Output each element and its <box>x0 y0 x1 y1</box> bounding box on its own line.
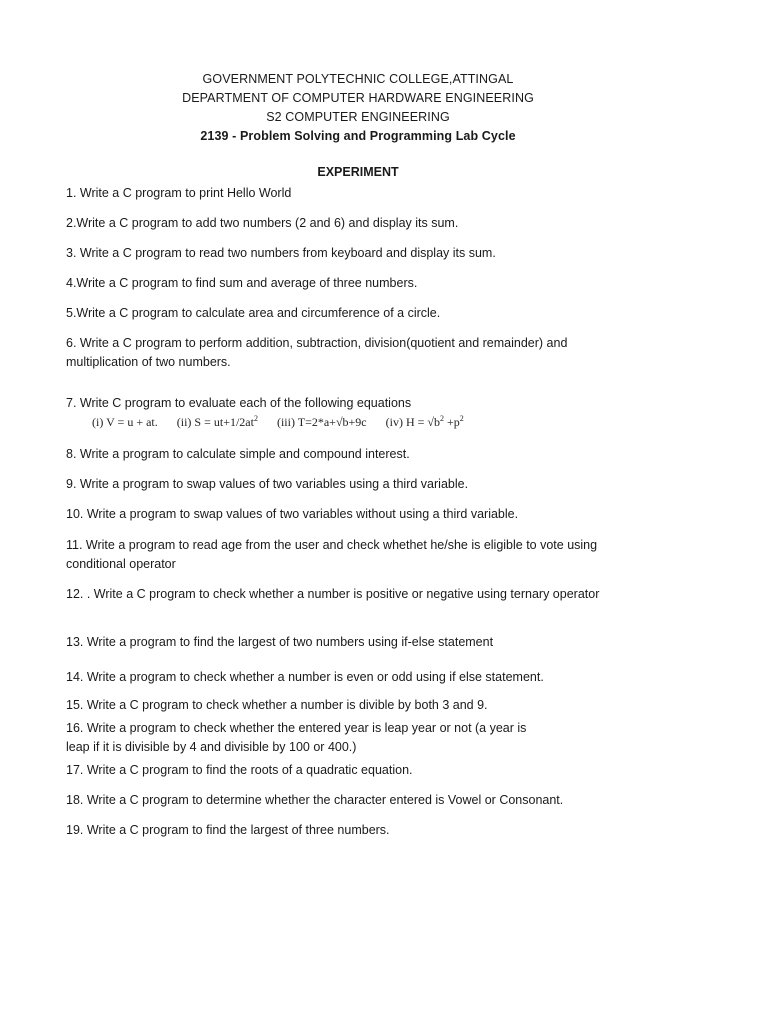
semester-line: S2 COMPUTER ENGINEERING <box>266 110 450 124</box>
equations-line <box>92 414 480 430</box>
experiment-item-7: 7. Write C program to evaluate each of the following equations <box>66 396 412 410</box>
experiment-item-17: 17. Write a C program to find the roots of a quadratic equation. <box>66 763 413 777</box>
equation-4-exponent-2: 2 <box>459 414 464 423</box>
experiment-item-19: 19. Write a C program to find the largest of three numbers. <box>66 823 390 837</box>
experiment-item-5: 5.Write a C program to calculate area and circumference of a circle. <box>66 306 441 320</box>
equation-4-exponent-1: 2 <box>439 414 444 423</box>
document-header <box>0 70 716 146</box>
experiment-item-3: 3. Write a C program to read two numbers from keyboard and display its sum. <box>66 246 496 260</box>
equation-2-text: (ii) S = ut+1/2at <box>176 415 254 429</box>
equation-2-exponent: 2 <box>253 414 258 423</box>
experiment-item-10: 10. Write a program to swap values of two variables without using a third variable. <box>66 507 519 521</box>
experiment-item-15: 15. Write a C program to check whether a number is divible by both 3 and 9. <box>66 698 488 712</box>
experiment-item-4: 4.Write a C program to find sum and average of three numbers. <box>66 276 418 290</box>
experiment-item-2: 2.Write a C program to add two numbers (2 and 6) and display its sum. <box>66 216 459 230</box>
experiment-item-6: 6. Write a C program to perform addition, subtraction, division(quotient and remainder) and multiplication of two numbers. <box>66 336 568 369</box>
experiment-item-8: 8. Write a program to calculate simple and compound interest. <box>66 447 410 461</box>
experiment-item-14: 14. Write a program to check whether a number is even or odd using if else statement. <box>66 670 544 684</box>
equation-3: (iii) T=2*a+√b+9c <box>276 415 367 429</box>
experiment-heading: EXPERIMENT <box>317 165 399 179</box>
experiment-item-9: 9. Write a program to swap values of two variables using a third variable. <box>66 477 469 491</box>
experiment-item-11: 11. Write a program to read age from the user and check whethet he/she is eligible to vote using conditional operator <box>66 538 598 571</box>
equation-4-text: (iv) H = √b <box>385 415 440 429</box>
equation-2 <box>177 415 258 429</box>
experiment-item-1: 1. Write a C program to print Hello World <box>66 186 292 200</box>
college-name: GOVERNMENT POLYTECHNIC COLLEGE,ATTINGAL <box>202 72 514 86</box>
experiment-item-16: 16. Write a program to check whether the entered year is leap year or not (a year is leap if it is divisible by 4 and divisible by 100 or 400.) <box>66 721 527 754</box>
department-name: DEPARTMENT OF COMPUTER HARDWARE ENGINEERING <box>182 91 534 105</box>
course-title: 2139 - Problem Solving and Programming Lab Cycle <box>200 129 516 143</box>
experiment-item-18: 18. Write a C program to determine whether the character entered is Vowel or Consonant. <box>66 793 564 807</box>
equation-4-plus: +p <box>443 415 460 429</box>
equation-4 <box>386 415 464 429</box>
experiment-item-13: 13. Write a program to find the largest of two numbers using if-else statement <box>66 635 494 649</box>
equation-1: (i) V = u + at. <box>92 415 158 429</box>
experiment-item-12: 12. . Write a C program to check whether a number is positive or negative using ternary operator <box>66 587 600 601</box>
